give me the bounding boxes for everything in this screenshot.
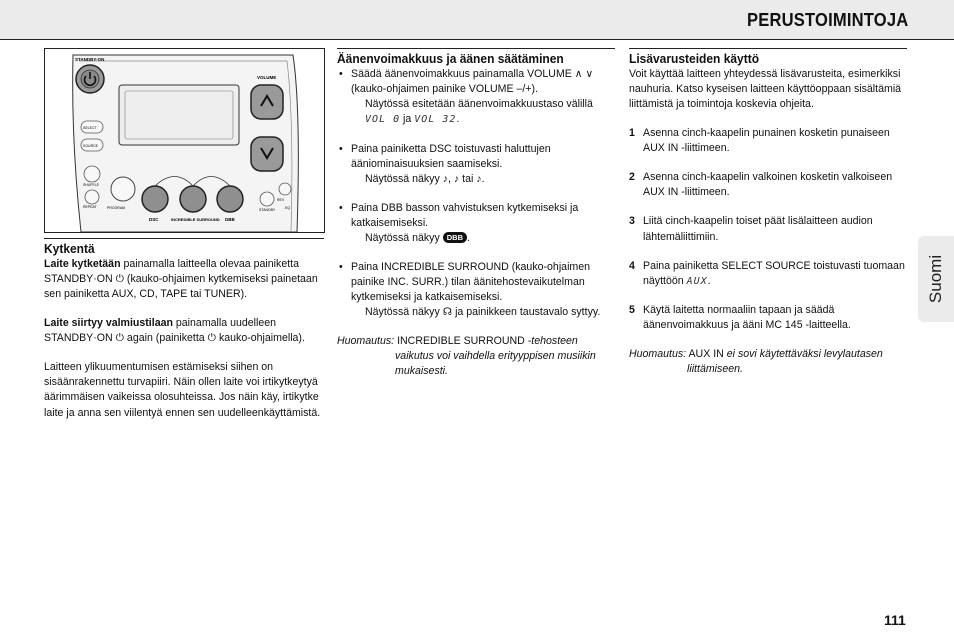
list-item-dsc: • Paina painiketta DSC toistuvasti haluttujen ääniominaisuuksien saamiseksi. bbox=[337, 142, 615, 172]
surround-display-note: Näytössä näkyy ☊ ja painikkeen taustavalo syttyy. bbox=[365, 305, 601, 318]
column-accessories bbox=[629, 48, 907, 377]
list-item-step-2: 2 Asenna cinch-kaapelin valkoinen kosketin valkoiseen AUX IN -liittimeen. bbox=[629, 171, 893, 199]
section-heading-accessories: Lisävarusteiden käyttö bbox=[629, 52, 760, 66]
list-item-volume: • Säädä äänenvoimakkuus painamalla VOLUME ∧ ∨ (kauko-ohjaimen painike VOLUME –/+). bbox=[337, 67, 615, 97]
page-title: PERUSTOIMINTOJA bbox=[746, 10, 908, 30]
device-label-surround: INCREDIBLE SURROUND bbox=[171, 217, 220, 222]
column-volume bbox=[337, 48, 615, 379]
list-item-dbb: • Paina DBB basson vahvistuksen kytkemiseksi ja katkaisemiseksi. bbox=[337, 201, 615, 231]
volume-display-note: Näytössä esitetään äänenvoimakkuustaso välillä VOL 0 ja VOL 32. bbox=[365, 98, 593, 126]
device-label-eq: EQ bbox=[285, 206, 291, 210]
dbb-badge: DBB bbox=[443, 232, 467, 243]
device-label-volume: VOLUME bbox=[257, 75, 277, 80]
dbb-display-note: Näytössä näkyy DBB . bbox=[365, 231, 470, 244]
list-item-step-1: 1 Asenna cinch-kaapelin punainen kosketin punaiseen AUX IN -liittimeen. bbox=[629, 127, 890, 155]
language-tab bbox=[918, 236, 954, 322]
device-label-dsc: DSC bbox=[149, 217, 159, 222]
device-label-source: SOURCE bbox=[83, 144, 98, 148]
list-item-surround: • Paina INCREDIBLE SURROUND (kauko-ohjaimen painike INC. SURR.) tilan äänitehostevaikutelman kytkemiseksi ja katkaisemiseksi. bbox=[337, 260, 615, 305]
lcd-aux: AUX bbox=[686, 275, 708, 287]
paragraph-accessories-intro: Voit käyttää laitteen yhteydessä lisävarusteita, esimerkiksi nauhuria. Katso kyseisen laitteen käyttöoppaan sisältämiä liittämistä ja toimintoja koskevia ohjeita. bbox=[629, 68, 902, 111]
section-heading-kytkenta: Kytkentä bbox=[44, 242, 95, 256]
device-label-select: SELECT bbox=[83, 126, 97, 130]
paragraph-overheat: Laitteen ylikuumentumisen estämiseksi siihen on sisäänrakennettu turvapiiri. Näin ollen laite voi irtikytkeytyä äärimmäisen vaikeissa olosuhteissa. Jos näin käy, irtikytke laite ja anna sen viilentyä ennen sen uudelleenkäyttämistä. bbox=[44, 361, 321, 419]
device-label-dbb: DBB bbox=[225, 217, 235, 222]
device-label-shuffle: SHUFFLE bbox=[83, 183, 99, 187]
note-aux: Huomautus: AUX IN ei sovi käytettäväksi levylautasen liittämiseen. bbox=[629, 347, 883, 375]
device-label-standby-small: STANDBY bbox=[259, 208, 276, 212]
note-surround: Huomautus: INCREDIBLE SURROUND -tehosteen vaikutus voi vaihdella erityyppisen musiikin mukaisesti. bbox=[337, 334, 596, 377]
column-kytkenta bbox=[44, 238, 324, 421]
header-rule bbox=[0, 39, 954, 40]
device-illustration bbox=[44, 48, 325, 233]
device-label-repeat: REPEAT bbox=[83, 205, 97, 209]
dsc-display-note: Näytössä näkyy ♪, ♪ tai ♪. bbox=[365, 172, 485, 185]
device-drawing bbox=[45, 49, 324, 232]
section-rule bbox=[629, 48, 907, 49]
device-label-rev: REV bbox=[277, 198, 285, 202]
list-item-step-5: 5 Käytä laitetta normaaliin tapaan ja säädä äänenvoimakkuus ja ääni MC 145 -laitteella. bbox=[629, 303, 851, 331]
list-item-step-3: 3 Liitä cinch-kaapelin toiset päät lisälaitteen audion lähtemäliittimiin. bbox=[629, 215, 873, 243]
lcd-vol-max: VOL 32 bbox=[414, 114, 457, 126]
device-label-standby: STANDBY-ON bbox=[75, 57, 105, 62]
device-label-program: PROGRAM bbox=[107, 206, 126, 210]
section-heading-volume: Äänenvoimakkuus ja äänen säätäminen bbox=[337, 52, 564, 66]
paragraph-switch-on: Laite kytketään painamalla laitteella olevaa painiketta STANDBY·ON ⏻ (kauko-ohjaimen kytkemiseksi painetaan sen painiketta AUX, CD, TAPE tai TUNER). bbox=[44, 258, 318, 301]
language-tab-label: Suomi bbox=[925, 254, 945, 304]
paragraph-standby: Laite siirtyy valmiustilaan painamalla uudelleen STANDBY·ON ⏻ again (painiketta ⏻ kauko-ohjaimella). bbox=[44, 317, 305, 345]
lcd-vol-min: VOL 0 bbox=[365, 114, 401, 126]
section-rule bbox=[337, 48, 615, 49]
section-rule bbox=[44, 238, 324, 239]
list-item-step-4: 4 Paina painiketta SELECT SOURCE toistuvasti tuomaan näyttöön AUX. bbox=[629, 259, 905, 287]
page-number: 111 bbox=[884, 612, 906, 628]
